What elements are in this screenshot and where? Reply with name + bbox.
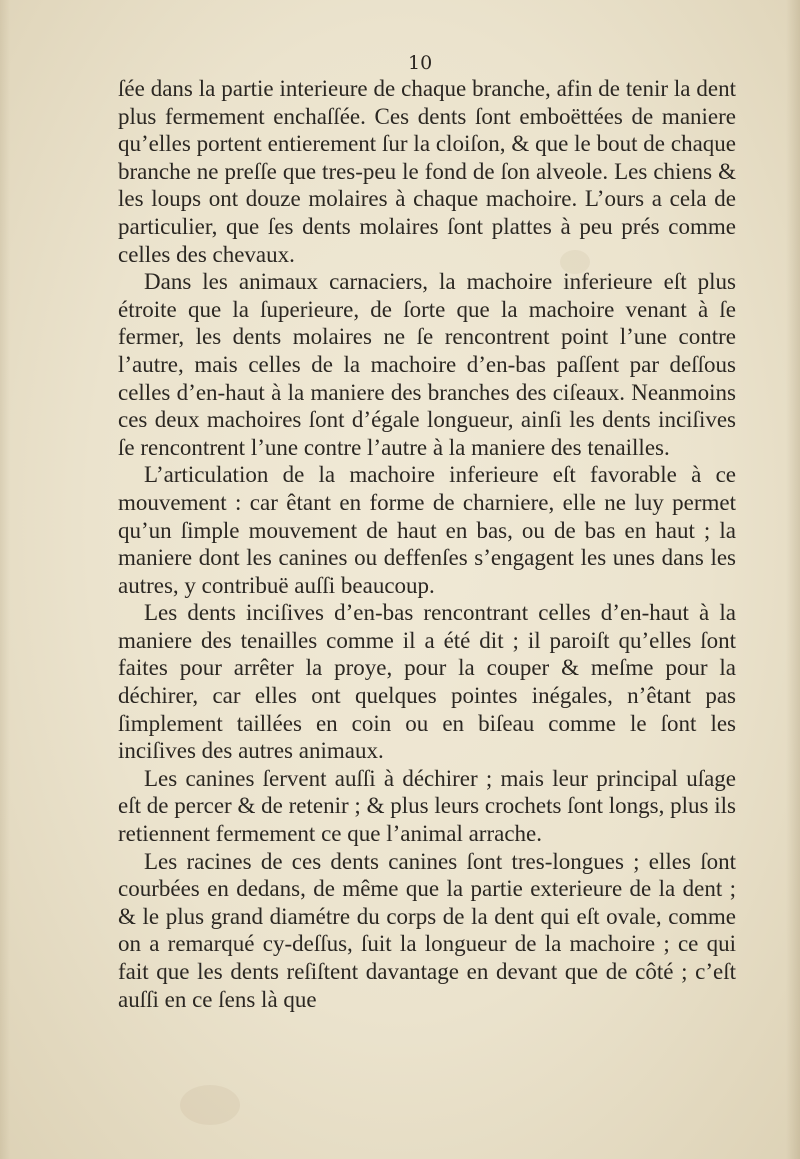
page-right-shadow <box>786 0 800 1159</box>
paragraph: ſée dans la partie interieure de chaque branche, afin de tenir la dent plus fermement enchaſſée. Ces dents ſont emboëttées de maniere qu’elles portent entierement ſur la cloiſon, & que le bout de chaque branche ne preſſe que tres-peu le fond de ſon alveole. Les chiens & les loups ont douze molaires à chaque machoire. L’ours a cela de particulier, que ſes dents molaires ſont plattes à peu prés comme celles des chevaux. <box>118 76 736 267</box>
page-number: 10 <box>408 52 433 74</box>
body-text <box>118 75 736 1013</box>
paragraph: Les canines ſervent auſſi à déchirer ; mais leur principal uſage eſt de percer & de retenir ; & plus leurs crochets ſont longs, plus ils retiennent fermement ce que l’animal arrache. <box>118 765 736 847</box>
paragraph: L’articulation de la machoire inferieure eſt favorable à ce mouvement : car êtant en forme de charniere, elle ne luy permet qu’un ſimple mouvement de haut en bas, ou de bas en haut ; la maniere dont les canines ou deffenſes s’engagent les unes dans les autres, y contribuë auſſi beaucoup. <box>118 462 736 598</box>
paper-stain <box>180 1085 240 1125</box>
paragraph: Les racines de ces dents canines ſont tres-longues ; elles ſont courbées en dedans, de même que la partie exterieure de la dent ; & le plus grand diamétre du corps de la dent qui eſt ovale, comme on a remarqué cy-deſſus, ſuit la longueur de la machoire ; ce qui fait que les dents reſiſtent davantage en devant que de côté ; c’eſt auſſi en ce ſens là que <box>118 848 736 1012</box>
paragraph: Dans les animaux carnaciers, la machoire inferieure eſt plus étroite que la ſuperieure, de ſorte que la machoire venant à ſe fermer, les dents molaires ne ſe rencontrent point l’une contre l’autre, mais celles de la machoire d’en-bas paſſent par deſſous celles d’en-haut à la maniere des branches des ciſeaux. Neanmoins ces deux machoires ſont d’égale longueur, ainſi les dents inciſives ſe rencontrent l’une contre l’autre à la maniere des tenailles. <box>118 269 736 460</box>
page-left-shadow <box>0 0 10 1159</box>
paragraph: Les dents inciſives d’en-bas rencontrant celles d’en-haut à la maniere des tenailles comme il a été dit ; il paroiſt qu’elles ſont faites pour arrêter la proye, pour la couper & meſme pour la déchirer, car elles ont quelques pointes inégales, n’êtant pas ſimplement taillées en coin ou en biſeau comme le ſont les inciſives des autres animaux. <box>118 600 736 764</box>
